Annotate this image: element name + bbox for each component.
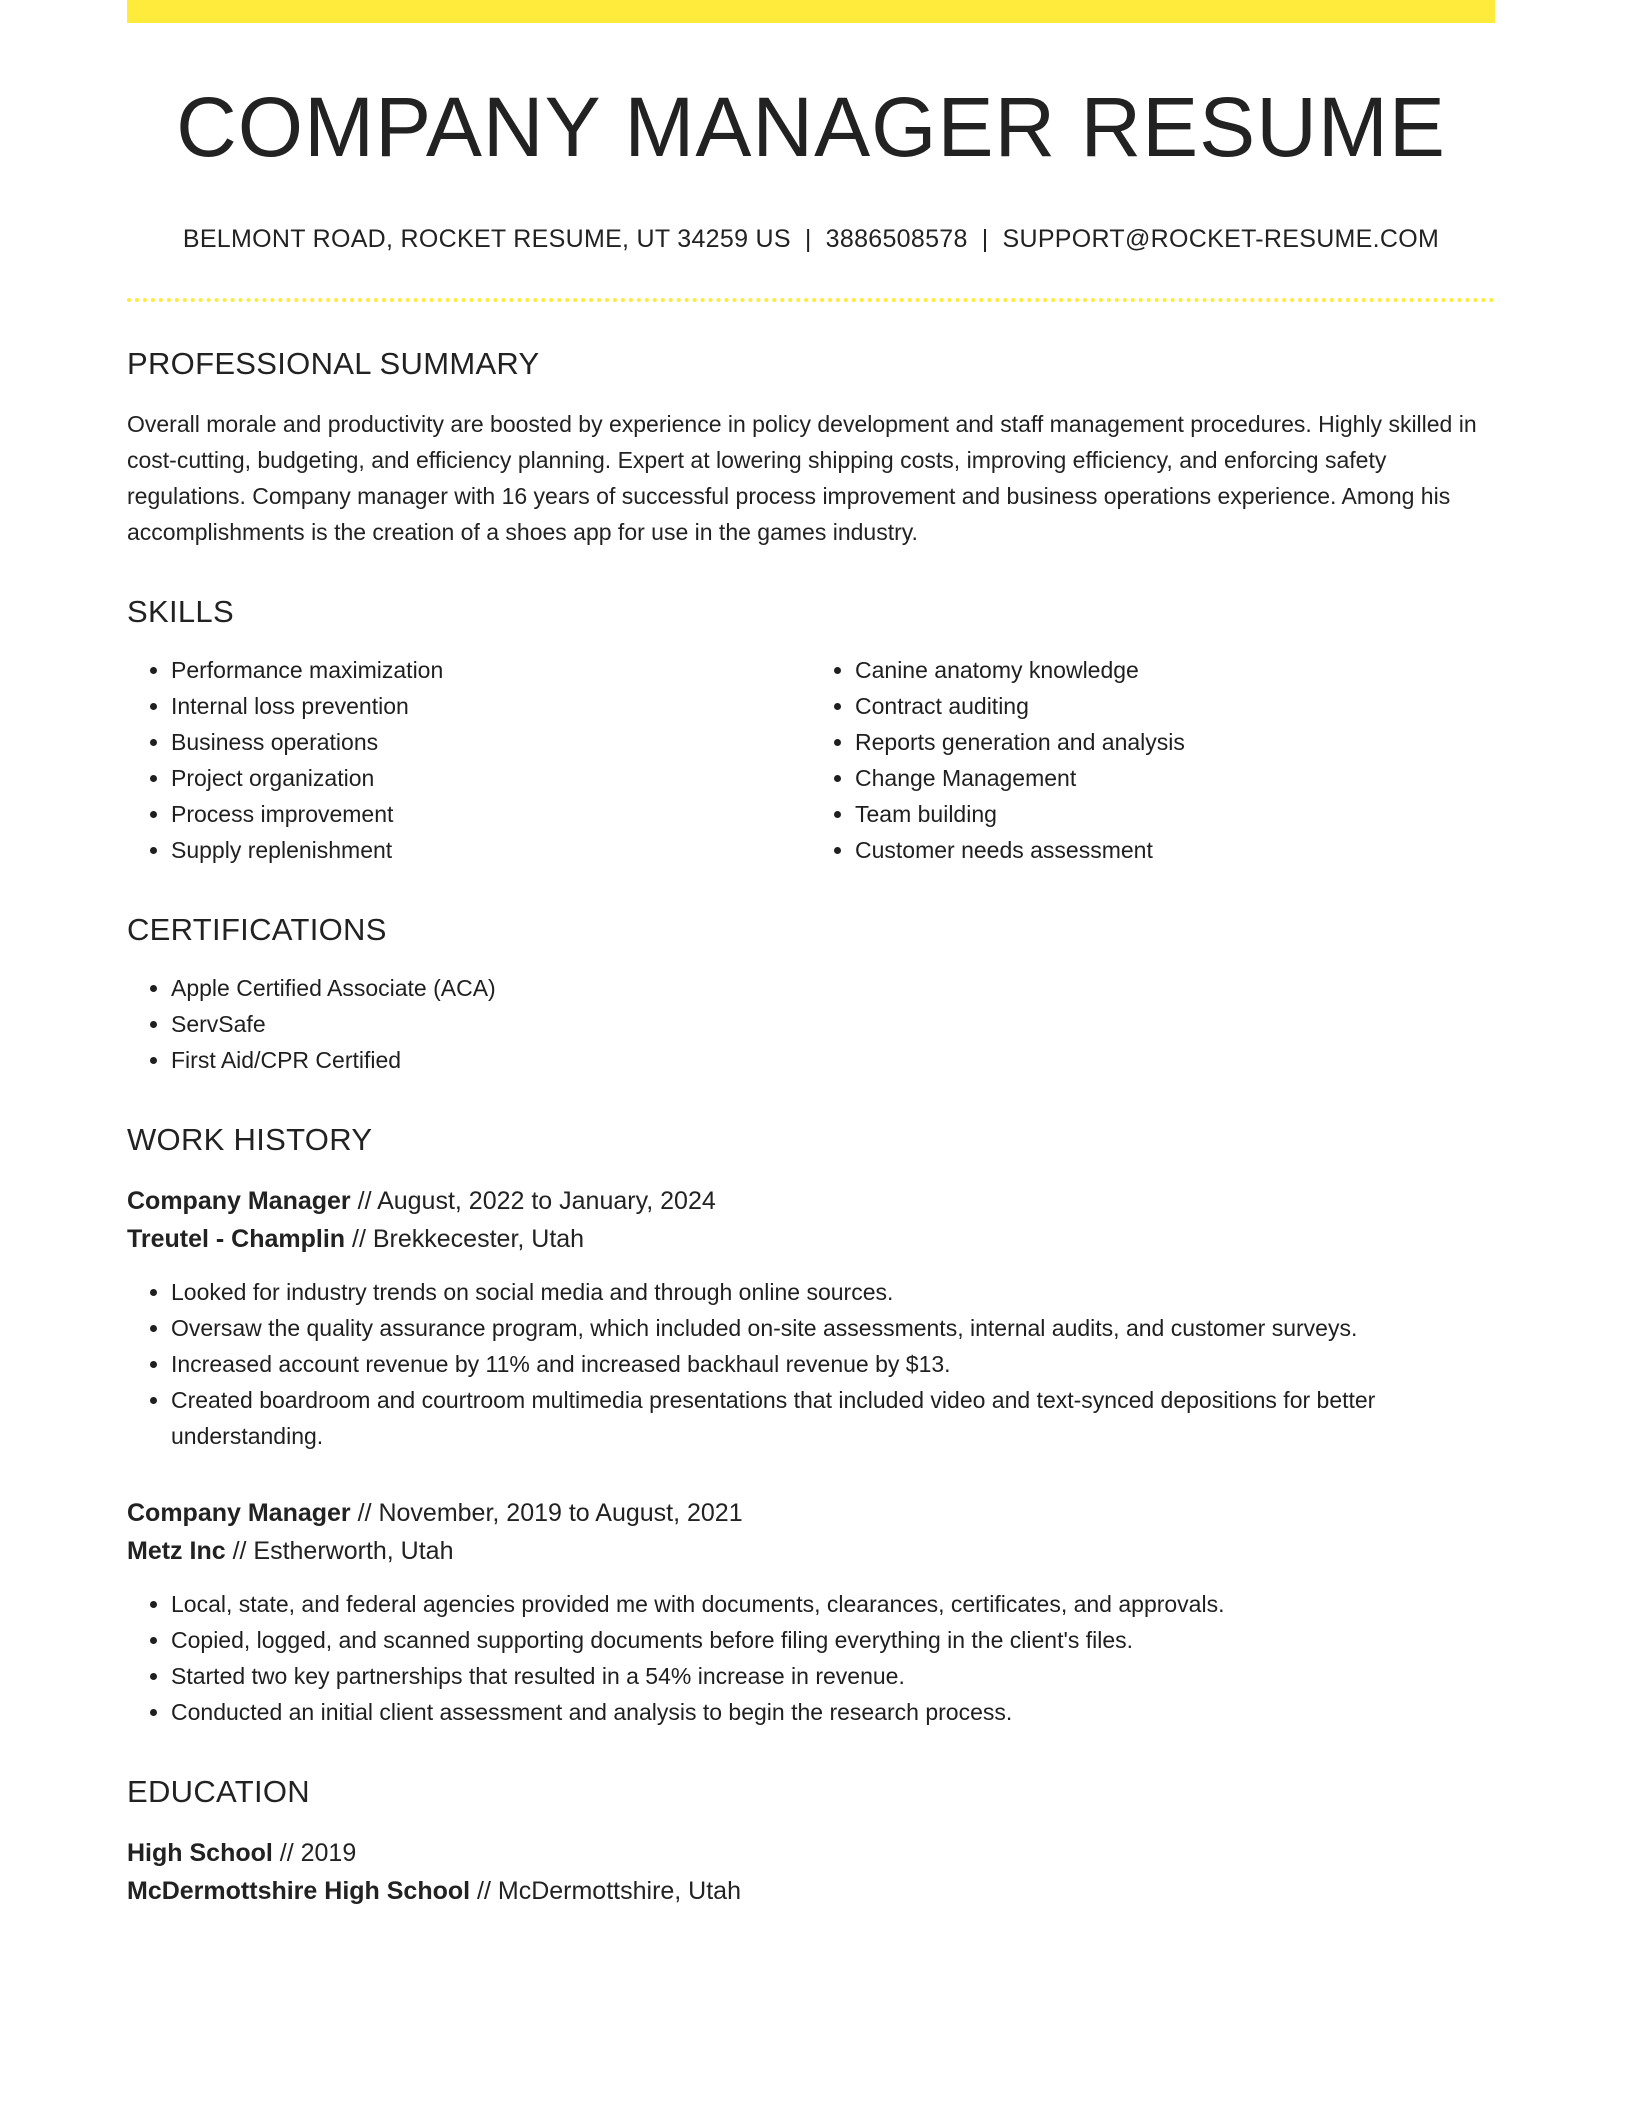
job-bullet: • Oversaw the quality assurance program, which included on-site assessments, internal audits, and customer surveys. xyxy=(171,1310,1495,1346)
job-title: Company Manager xyxy=(127,1499,351,1528)
job-company-line xyxy=(127,1532,1495,1570)
skill-item: • Team building xyxy=(855,796,1495,832)
education-school: McDermottshire High School xyxy=(127,1877,471,1906)
job-company: Treutel - Champlin xyxy=(127,1225,346,1254)
skill-item: • Internal loss prevention xyxy=(171,688,811,724)
job-company: Metz Inc xyxy=(127,1537,226,1566)
job-title: Company Manager xyxy=(127,1187,351,1216)
skill-item: • Business operations xyxy=(171,724,811,760)
work-history-heading: WORK HISTORY xyxy=(127,1122,373,1158)
skill-item: • Canine anatomy knowledge xyxy=(855,652,1495,688)
summary-text: Overall morale and productivity are boosted by experience in policy development and staff management procedures. Highly skilled in cost-cutting, budgeting, and efficiency planning. Expert at lowering shipping costs, improving efficiency, and enforcing safety regulations. Company manager with 16 years of successful process improvement and business operations experience. Among his accomplishments is the creation of a shoes app for use in the games industry. xyxy=(127,411,1477,546)
job-bullet: • Started two key partnerships that resulted in a 54% increase in revenue. xyxy=(171,1658,1495,1694)
resume-page xyxy=(127,0,1495,1910)
education-location: // McDermottshire, Utah xyxy=(470,1877,741,1906)
skill-item: • Contract auditing xyxy=(855,688,1495,724)
job-entry xyxy=(127,1494,1495,1730)
skill-item: • Project organization xyxy=(171,760,811,796)
certification-item: • ServSafe xyxy=(171,1006,1495,1042)
job-dates: // November, 2019 to August, 2021 xyxy=(350,1499,743,1528)
skills-list xyxy=(127,652,1495,868)
skill-item: • Reports generation and analysis xyxy=(855,724,1495,760)
education-degree: High School xyxy=(127,1839,273,1868)
education-heading: EDUCATION xyxy=(127,1774,310,1810)
skills-column-right xyxy=(811,652,1495,868)
job-bullets xyxy=(127,1274,1495,1454)
certifications-list xyxy=(127,970,1495,1078)
contact-email: SUPPORT@ROCKET-RESUME.COM xyxy=(1002,225,1440,254)
skill-item: • Process improvement xyxy=(171,796,811,832)
skill-item: • Change Management xyxy=(855,760,1495,796)
job-location: // Brekkecester, Utah xyxy=(345,1225,585,1254)
job-company-line xyxy=(127,1220,1495,1258)
certification-item: • First Aid/CPR Certified xyxy=(171,1042,1495,1078)
job-bullet: • Looked for industry trends on social media and through online sources. xyxy=(171,1274,1495,1310)
contact-line xyxy=(127,225,1495,254)
job-title-line xyxy=(127,1494,1495,1532)
education-entry xyxy=(127,1834,1495,1910)
education-year: // 2019 xyxy=(272,1839,357,1868)
job-bullet: • Copied, logged, and scanned supporting documents before filing everything in the client's files. xyxy=(171,1622,1495,1658)
job-title-line xyxy=(127,1182,1495,1220)
job-location: // Estherworth, Utah xyxy=(225,1537,454,1566)
dotted-divider xyxy=(127,298,1495,302)
job-bullet: • Local, state, and federal agencies provided me with documents, clearances, certificates, and approvals. xyxy=(171,1586,1495,1622)
skill-item: • Customer needs assessment xyxy=(855,832,1495,868)
contact-separator: | xyxy=(804,225,812,254)
education-school-line xyxy=(127,1872,1495,1910)
accent-bar xyxy=(127,0,1495,23)
skill-item: • Performance maximization xyxy=(171,652,811,688)
contact-separator: | xyxy=(981,225,989,254)
summary-heading: PROFESSIONAL SUMMARY xyxy=(127,346,540,382)
skill-item: • Supply replenishment xyxy=(171,832,811,868)
education-degree-line xyxy=(127,1834,1495,1872)
job-dates: // August, 2022 to January, 2024 xyxy=(350,1187,716,1216)
job-bullet: • Increased account revenue by 11% and increased backhaul revenue by $13. xyxy=(171,1346,1495,1382)
job-entry xyxy=(127,1182,1495,1454)
contact-address: BELMONT ROAD, ROCKET RESUME, UT 34259 US xyxy=(182,225,791,254)
resume-title: COMPANY MANAGER RESUME xyxy=(176,80,1446,174)
contact-phone: 3886508578 xyxy=(825,225,968,254)
job-bullets xyxy=(127,1586,1495,1730)
skills-heading: SKILLS xyxy=(127,594,234,630)
job-bullet: • Conducted an initial client assessment and analysis to begin the research process. xyxy=(171,1694,1495,1730)
certification-item: • Apple Certified Associate (ACA) xyxy=(171,970,1495,1006)
job-bullet: • Created boardroom and courtroom multimedia presentations that included video and text-synced depositions for better understanding. xyxy=(171,1382,1495,1454)
skills-column-left xyxy=(127,652,811,868)
certifications-heading: CERTIFICATIONS xyxy=(127,912,387,948)
